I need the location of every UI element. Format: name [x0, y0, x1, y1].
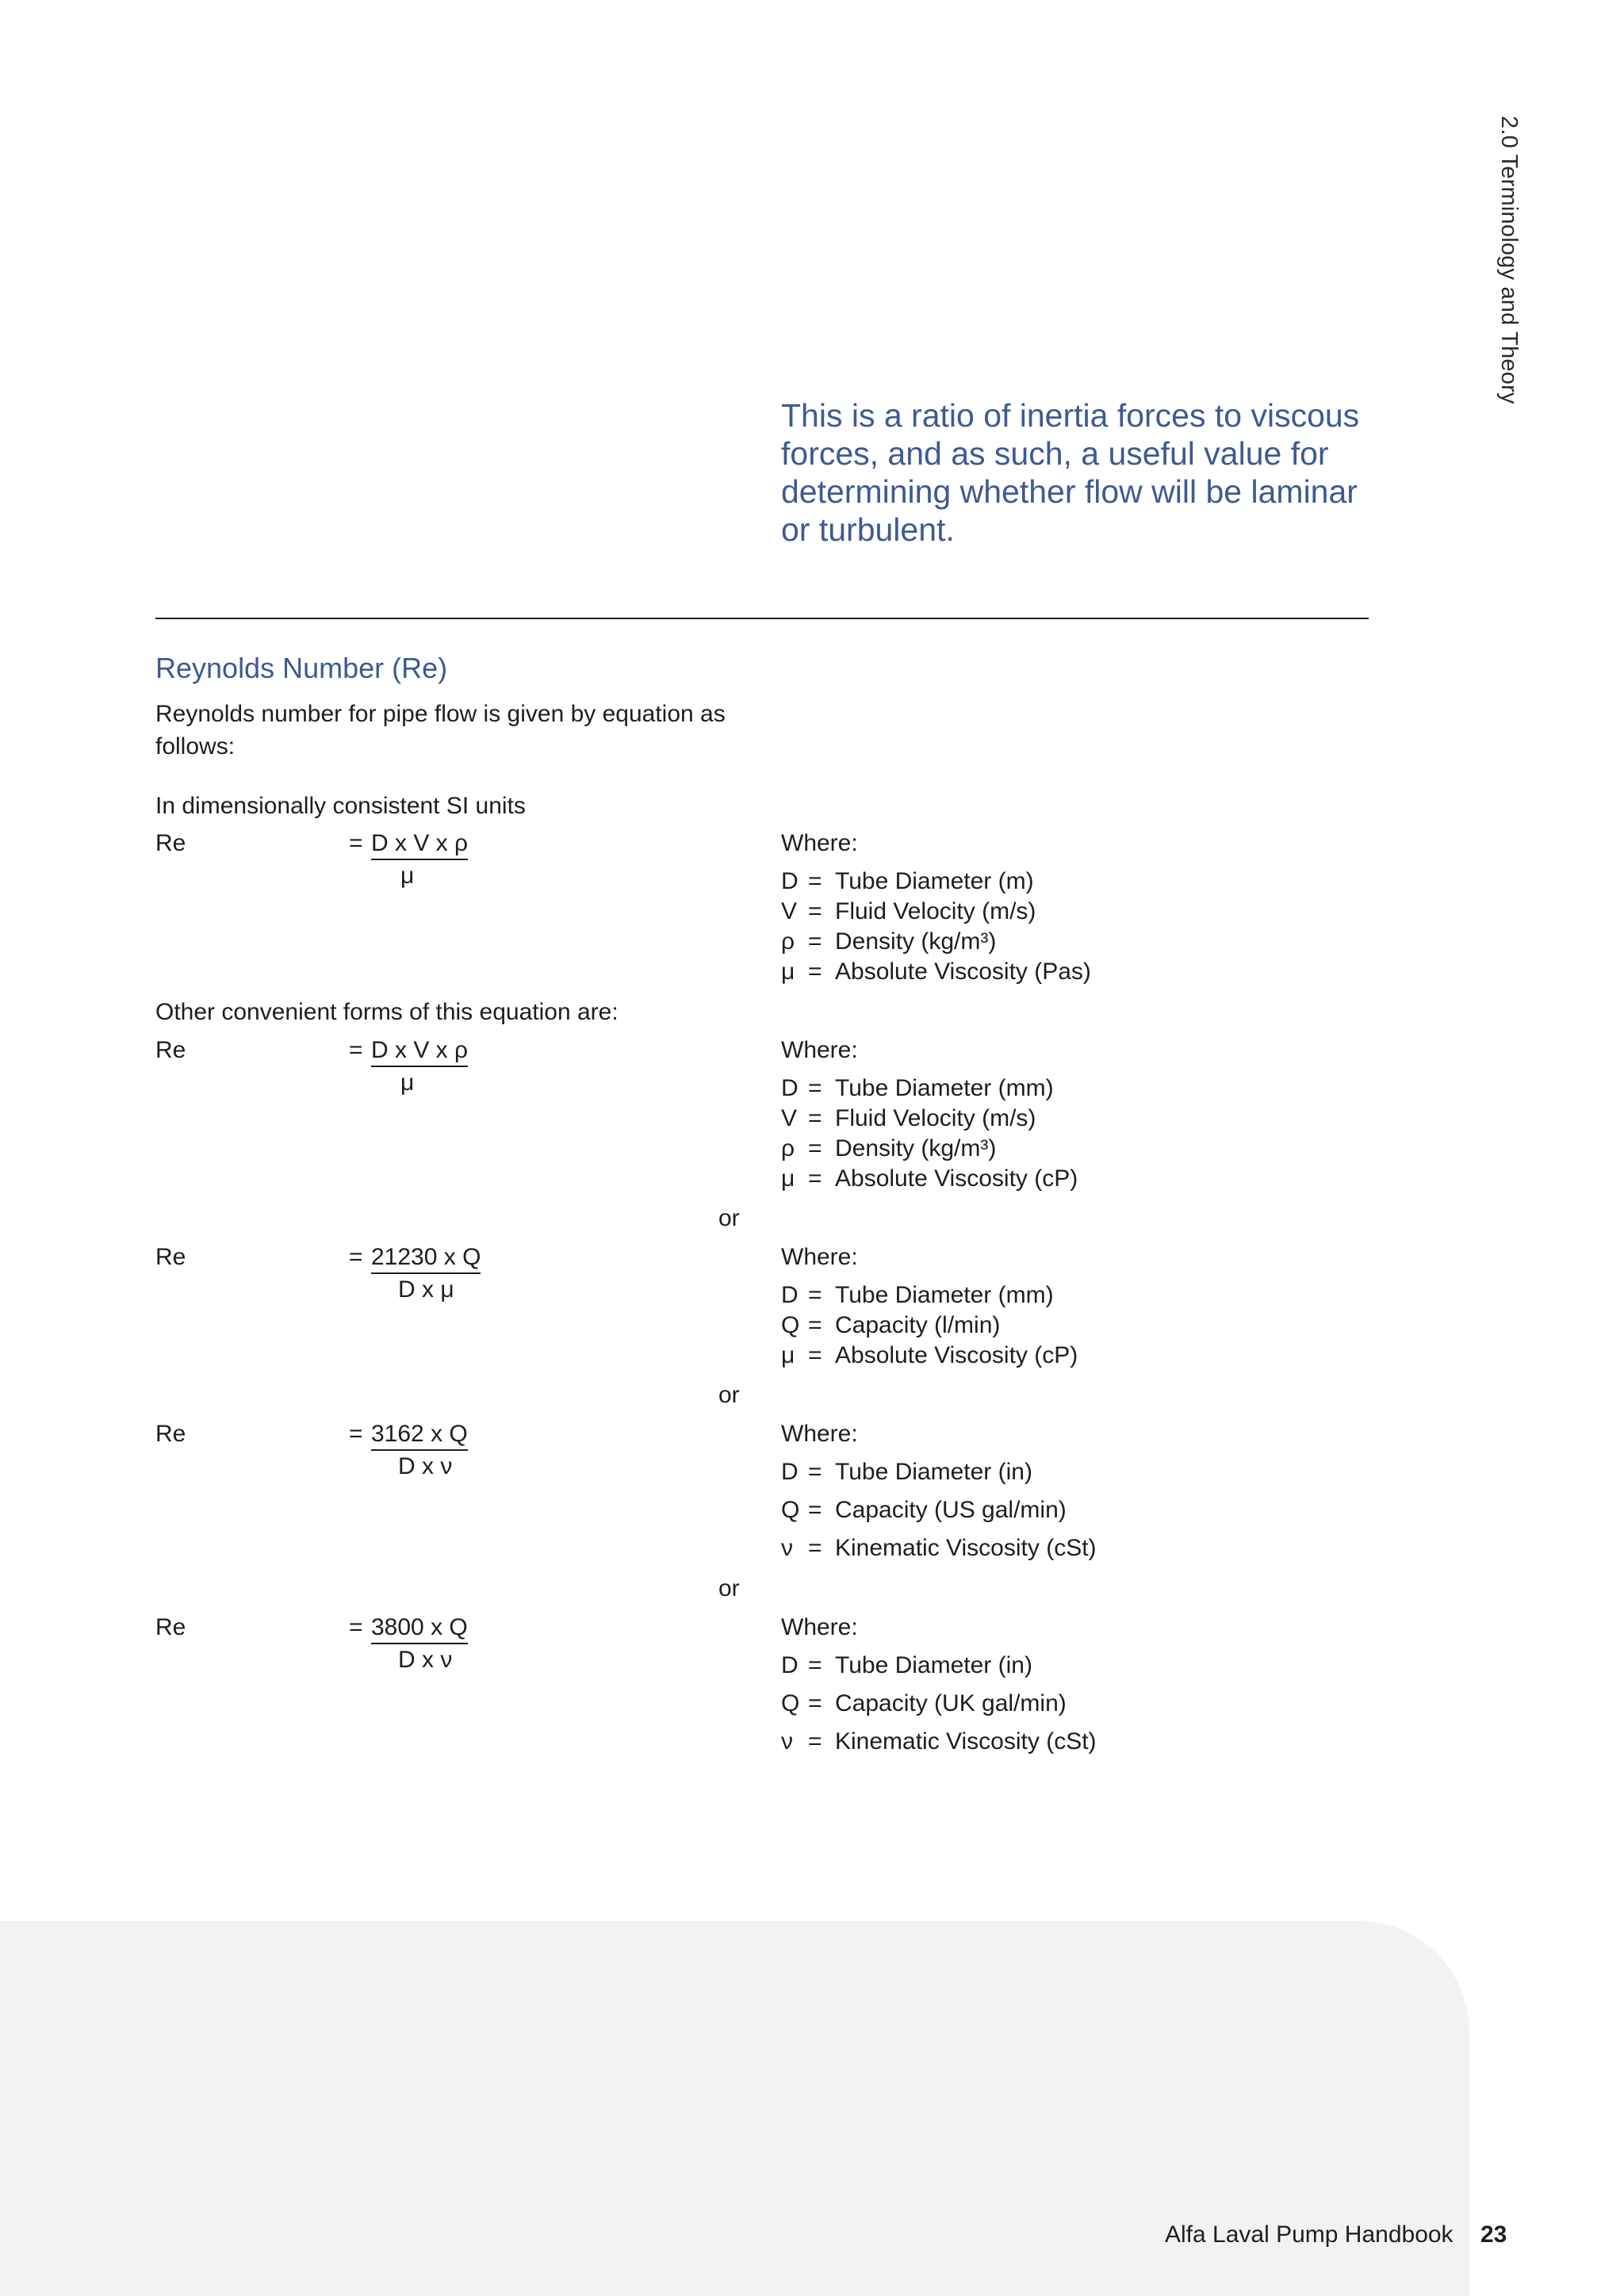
variable-symbol: μ — [781, 959, 795, 985]
variable-equals: = — [808, 928, 822, 955]
equals-sign: = — [349, 1244, 363, 1270]
equals-sign: = — [349, 830, 363, 856]
variable-description: Capacity (l/min) — [835, 1312, 1001, 1338]
variable-row — [781, 868, 1034, 895]
variable-description: Absolute Viscosity (cP) — [835, 1342, 1078, 1368]
variable-description: Capacity (UK gal/min) — [835, 1690, 1067, 1716]
equation-label: Re — [155, 830, 186, 856]
section-title: Reynolds Number (Re) — [155, 652, 448, 684]
where-label: Where: — [781, 1037, 858, 1063]
variable-row — [781, 1652, 1032, 1679]
variable-description: Kinematic Viscosity (cSt) — [835, 1728, 1097, 1755]
intro-paragraph: Reynolds number for pipe flow is given by equation as follows: — [155, 701, 726, 760]
equals-sign: = — [349, 1614, 363, 1640]
variable-symbol: V — [781, 898, 798, 924]
variable-row — [781, 898, 1036, 925]
si-units-label: In dimensionally consistent SI units — [155, 793, 526, 819]
variable-equals: = — [808, 1652, 822, 1678]
where-label: Where: — [781, 830, 858, 856]
variable-description: Tube Diameter (mm) — [835, 1075, 1054, 1101]
variable-equals: = — [808, 1497, 822, 1523]
variable-symbol: D — [781, 1459, 799, 1485]
variable-description: Density (kg/m³) — [835, 928, 997, 955]
or-separator: or — [718, 1382, 740, 1408]
variable-row — [781, 1282, 1054, 1309]
variable-symbol: μ — [781, 1165, 795, 1192]
variable-row — [781, 1165, 1078, 1192]
variable-equals: = — [808, 1135, 822, 1161]
other-forms-label: Other convenient forms of this equation are: — [155, 999, 619, 1025]
variable-row — [781, 1105, 1036, 1132]
variable-symbol: Q — [781, 1690, 800, 1716]
chapter-side-tab: 2.0 Terminology and Theory — [1496, 116, 1522, 404]
variable-symbol: D — [781, 1652, 799, 1678]
variable-row — [781, 1535, 1097, 1562]
variable-row — [781, 1690, 1067, 1717]
variable-equals: = — [808, 1459, 822, 1485]
variable-equals: = — [808, 1690, 822, 1716]
equation-label: Re — [155, 1037, 186, 1063]
variable-equals: = — [808, 1165, 822, 1192]
variable-equals: = — [808, 1075, 822, 1101]
equals-sign: = — [349, 1037, 363, 1063]
variable-row — [781, 1312, 1000, 1339]
equation-numerator: D x V x ρ — [371, 1037, 468, 1067]
variable-equals: = — [808, 1728, 822, 1755]
variable-symbol: D — [781, 1282, 799, 1308]
variable-equals: = — [808, 1312, 822, 1338]
equation-denominator: D x ν — [398, 1647, 453, 1673]
intro-callout: This is a ratio of inertia forces to viscous forces, and as such, a useful value for determining whether flow will be laminar or turbulent. — [781, 397, 1360, 548]
variable-description: Absolute Viscosity (cP) — [835, 1165, 1078, 1192]
where-label: Where: — [781, 1421, 858, 1447]
equation-numerator: 21230 x Q — [371, 1244, 481, 1274]
variable-row — [781, 1497, 1067, 1524]
variable-description: Tube Diameter (mm) — [835, 1282, 1054, 1308]
variable-description: Tube Diameter (m) — [835, 868, 1034, 894]
variable-equals: = — [808, 1282, 822, 1308]
section-divider — [155, 618, 1369, 619]
variable-symbol: D — [781, 868, 799, 894]
variable-equals: = — [808, 868, 822, 894]
or-separator: or — [718, 1575, 740, 1601]
equation-numerator: 3162 x Q — [371, 1421, 468, 1451]
variable-symbol: D — [781, 1075, 799, 1101]
variable-symbol: ρ — [781, 1135, 795, 1161]
variable-symbol: ν — [781, 1535, 793, 1561]
equation-denominator: μ — [400, 1070, 415, 1096]
variable-row — [781, 928, 996, 955]
variable-row — [781, 1459, 1032, 1486]
page-number: 23 — [1480, 2221, 1507, 2248]
where-label: Where: — [781, 1614, 858, 1640]
variable-row — [781, 1135, 996, 1162]
variable-symbol: V — [781, 1105, 798, 1131]
footer-title: Alfa Laval Pump Handbook — [1165, 2221, 1454, 2248]
variable-row — [781, 959, 1091, 985]
variable-description: Capacity (US gal/min) — [835, 1497, 1067, 1523]
variable-equals: = — [808, 1535, 822, 1561]
equation-denominator: D x μ — [398, 1276, 454, 1303]
variable-symbol: ν — [781, 1728, 793, 1755]
variable-equals: = — [808, 898, 822, 924]
variable-description: Tube Diameter (in) — [835, 1652, 1032, 1678]
variable-row — [781, 1075, 1054, 1102]
equation-numerator: D x V x ρ — [371, 830, 468, 860]
variable-symbol: Q — [781, 1497, 800, 1523]
equation-label: Re — [155, 1614, 186, 1640]
equation-label: Re — [155, 1421, 186, 1447]
variable-description: Absolute Viscosity (Pas) — [835, 959, 1091, 985]
variable-symbol: Q — [781, 1312, 800, 1338]
variable-description: Density (kg/m³) — [835, 1135, 997, 1161]
where-label: Where: — [781, 1244, 858, 1270]
variable-equals: = — [808, 1105, 822, 1131]
variable-row — [781, 1728, 1097, 1755]
variable-equals: = — [808, 959, 822, 985]
equation-denominator: μ — [400, 863, 415, 889]
variable-equals: = — [808, 1342, 822, 1368]
equals-sign: = — [349, 1421, 363, 1447]
variable-description: Fluid Velocity (m/s) — [835, 1105, 1036, 1131]
variable-symbol: ρ — [781, 928, 795, 955]
equation-denominator: D x ν — [398, 1453, 453, 1479]
equation-label: Re — [155, 1244, 186, 1270]
variable-description: Fluid Velocity (m/s) — [835, 898, 1036, 924]
variable-description: Kinematic Viscosity (cSt) — [835, 1535, 1097, 1561]
variable-row — [781, 1342, 1078, 1369]
variable-symbol: μ — [781, 1342, 795, 1368]
equation-numerator: 3800 x Q — [371, 1614, 468, 1644]
variable-description: Tube Diameter (in) — [835, 1459, 1032, 1485]
or-separator: or — [718, 1205, 740, 1231]
